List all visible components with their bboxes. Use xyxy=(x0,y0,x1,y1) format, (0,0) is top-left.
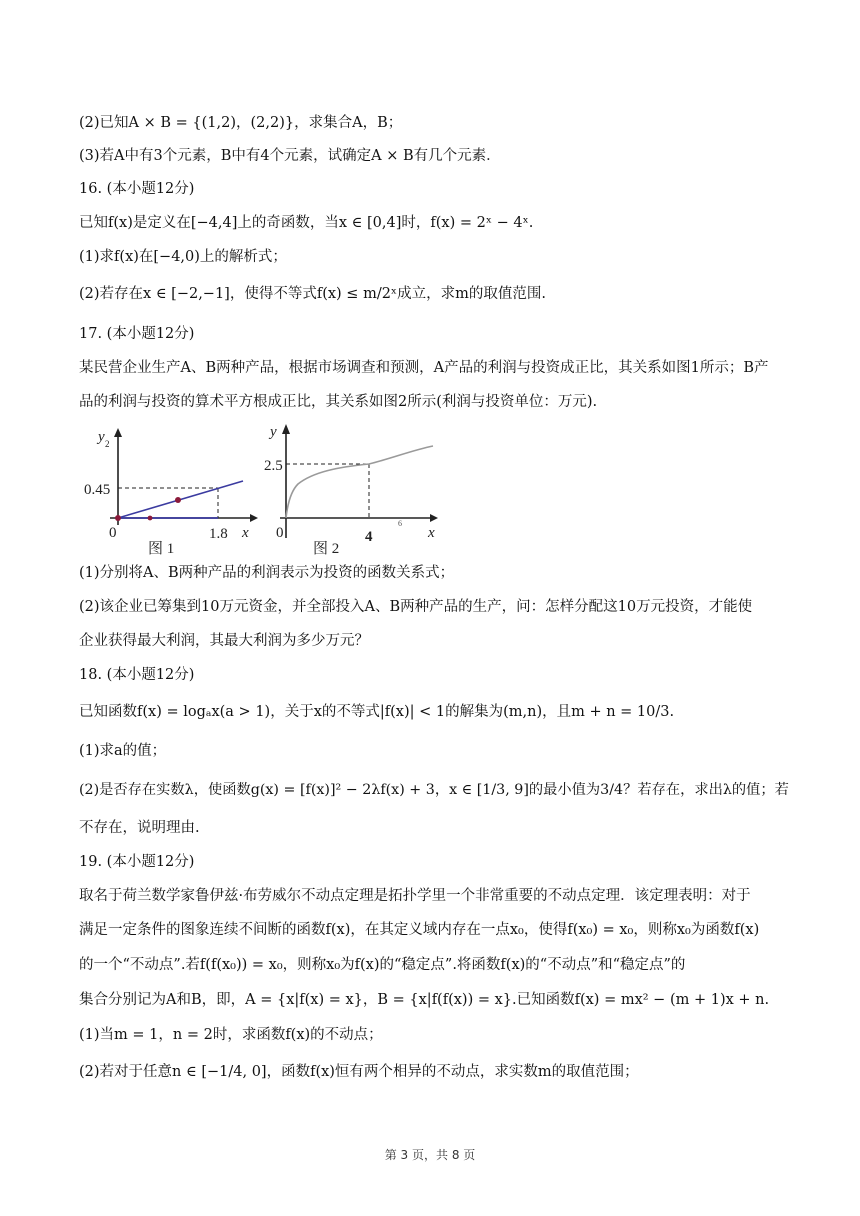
q18-title: 18. (本小题12分) xyxy=(79,667,195,683)
fig1-x-arrow xyxy=(250,514,258,522)
q16-stem: 已知f(x)是定义在[−4,4]上的奇函数，当x ∈ [0,4]时，f(x) = 2ˣ − 4ˣ. xyxy=(79,215,534,231)
fig2-y-arrow xyxy=(282,424,290,434)
q19-title: 19. (本小题12分) xyxy=(79,854,195,870)
fig1-ylabel: y xyxy=(98,429,105,445)
q18-part2-line1: (2)是否存在实数λ，使函数g(x) = [f(x)]² − 2λf(x) + 3，x ∈ [1/3, 9]的最小值为3/4？若存在，求出λ的值；若 xyxy=(79,782,789,798)
fig1-y-tick: 0.45 xyxy=(84,482,111,498)
fig1-origin: 0 xyxy=(109,525,117,541)
q19-stem-line2: 满足一定条件的图象连续不间断的函数f(x)，在其定义域内存在一点x₀，使得f(x₀) = x₀，则称x₀为函数f(x) xyxy=(79,922,760,938)
q15-part2: (2)已知A × B = {(1,2)，(2,2)}，求集合A，B； xyxy=(79,115,403,131)
fig2-profit-curve xyxy=(286,446,433,518)
fig1-ysub: 2 xyxy=(105,439,110,449)
q19-part1: (1)当m = 1，n = 2时，求函数f(x)的不动点； xyxy=(79,1027,383,1043)
fig2-y-tick: 2.5 xyxy=(264,458,283,474)
q17-part1: (1)分别将A、B两种产品的利润表示为投资的函数关系式； xyxy=(79,565,455,581)
fig2-xlabel: x xyxy=(428,525,435,541)
page-footer: 第 3 页，共 8 页 xyxy=(384,1148,476,1162)
fig1-point-mid-x xyxy=(148,516,153,521)
q18-stem: 已知函数f(x) = logₐx(a > 1)，关于x的不等式|f(x)| < 1的解集为(m,n)，且m + n = 10/3. xyxy=(79,704,675,720)
fig2-caption: 图 2 xyxy=(313,541,340,557)
fig1-point-origin xyxy=(115,515,121,521)
q16-title: 16. (本小题12分) xyxy=(79,181,195,197)
q19-stem-line3: 的一个“不动点”.若f(f(x₀)) = x₀，则称x₀为f(x)的“稳定点”.将函数f(x)的“不动点”和“稳定点”的 xyxy=(79,957,686,973)
q17-stem-line1: 某民营企业生产A、B两种产品，根据市场调查和预测，A产品的利润与投资成正比，其关系如图1所示；B产 xyxy=(79,360,769,376)
fig1-x-tick: 1.8 xyxy=(209,526,228,542)
q17-part2-line1: (2)该企业已筹集到10万元资金，并全部投入A、B两种产品的生产，问：怎样分配这10万元投资，才能使 xyxy=(79,599,753,615)
fig2-x-tick-small: 6 xyxy=(398,519,402,528)
q19-part2: (2)若对于任意n ∈ [−1/4, 0]，函数f(x)恒有两个相异的不动点，求实数m的取值范围； xyxy=(79,1064,639,1080)
fig1-y-arrow xyxy=(114,428,122,437)
fig2-origin: 0 xyxy=(276,525,284,541)
q17-stem-line2: 品的利润与投资的算术平方根成正比，其关系如图2所示(利润与投资单位：万元). xyxy=(79,394,598,410)
q15-part3: (3)若A中有3个元素，B中有4个元素，试确定A × B有几个元素． xyxy=(79,148,501,164)
q18-part2-line2: 不存在，说明理由. xyxy=(79,820,200,836)
figure-1 xyxy=(78,425,258,560)
q17-title: 17. (本小题12分) xyxy=(79,326,195,342)
fig1-xlabel: x xyxy=(242,525,249,541)
figure-2 xyxy=(258,420,443,560)
q17-part2-line2: 企业获得最大利润，其最大利润为多少万元？ xyxy=(79,633,369,649)
q16-part2: (2)若存在x ∈ [−2,−1]，使得不等式f(x) ≤ m/2ˣ成立，求m的取值范围. xyxy=(79,286,546,302)
q19-stem-line4: 集合分别记为A和B，即，A = {x|f(x) = x}，B = {x|f(f(x)) = x}.已知函数f(x) = mx² − (m + 1)x + n. xyxy=(79,992,770,1008)
q16-part1: (1)求f(x)在[−4,0)上的解析式； xyxy=(79,249,287,265)
fig2-x-arrow xyxy=(430,514,438,522)
fig2-ylabel: y xyxy=(270,424,277,440)
q19-stem-line1: 取名于荷兰数学家鲁伊兹·布劳威尔不动点定理是拓扑学里一个非常重要的不动点定理．该定理表明：对于 xyxy=(79,888,751,904)
q18-part1: (1)求a的值； xyxy=(79,743,167,759)
fig2-x-tick: 4 xyxy=(365,529,373,545)
fig1-caption: 图 1 xyxy=(148,541,175,557)
fig1-point-on-line xyxy=(175,497,181,503)
